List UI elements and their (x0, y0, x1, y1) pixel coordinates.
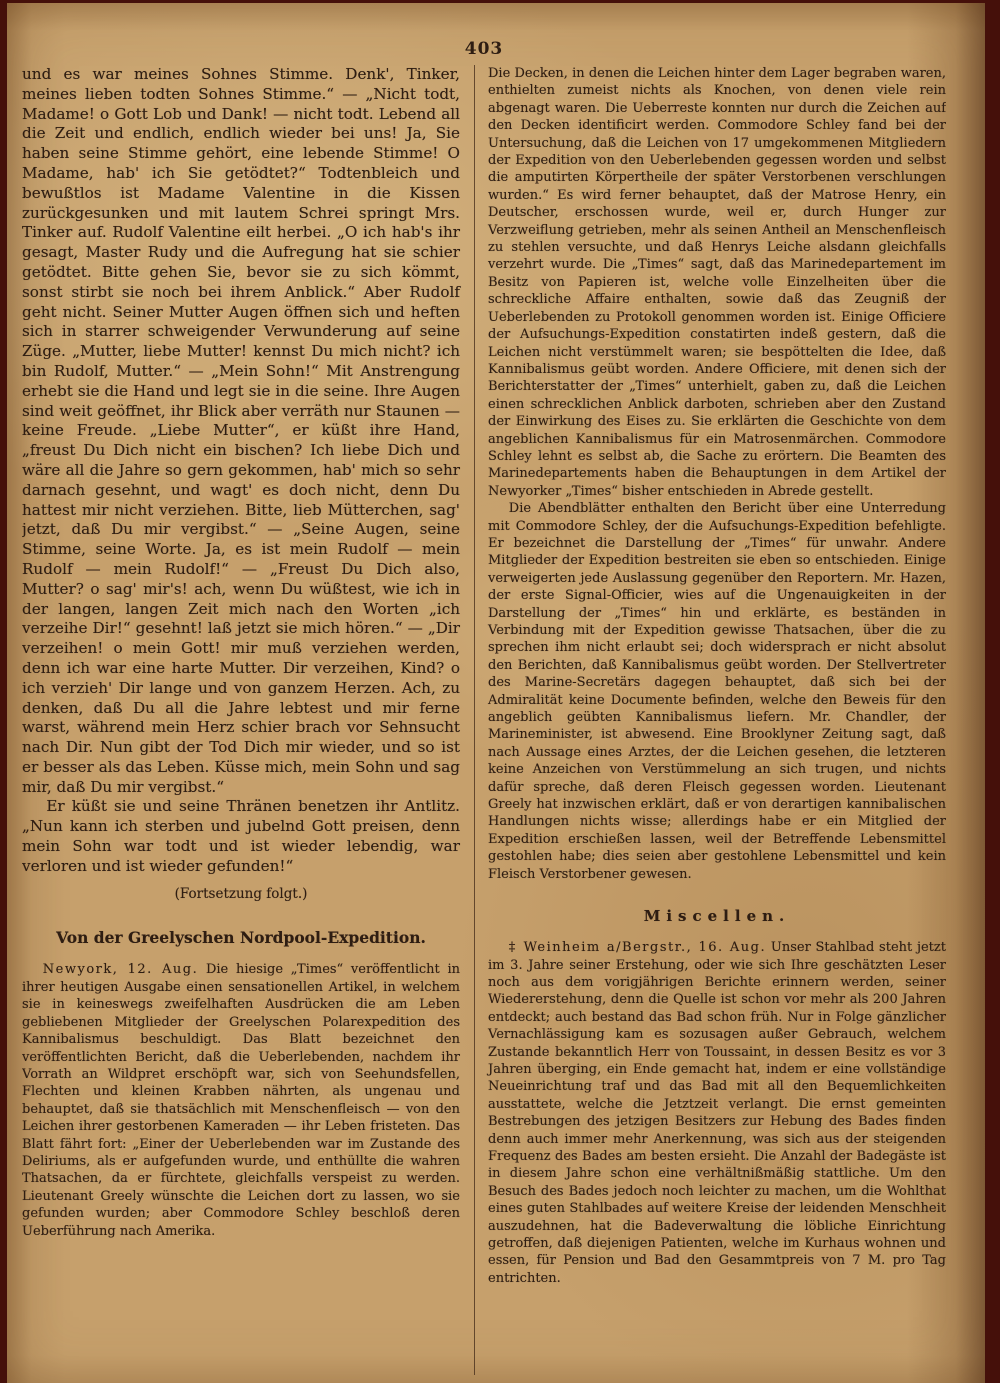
page-number: 403 (464, 39, 504, 59)
right-column (475, 65, 946, 1375)
continuation-note: (Fortsetzung folgt.) (174, 885, 308, 902)
miscellen-heading: Miscellen. (643, 907, 791, 926)
newspaper-page (7, 3, 985, 1383)
expedition-paragraph-text: Die hiesige „Times“ veröffentlicht in ihrer heutigen Ausgabe einen sensationellen Artikel, in welchem sie in keineswegs zweifelhaften Ausdrücken die am Leben gebliebenen Mitglieder der Greelyschen Polarexpedition des Kannibalismus beschuldigt. Das Blatt bezeichnet den veröffentlichten Bericht, daß die Ueberlebenden, nachdem ihr Vorrath an Wildpret erschöpft war, sich von Seehundsfellen, Flechten und kleinen Krabben nährten, als ungenau und behauptet, daß sie thatsächlich mit Menschenfleisch — von den Leichen ihrer gestorbenen Kameraden — ihr Leben fristeten. Das Blatt fährt fort: „Einer der Ueberlebenden war im Zustande des Deliriums, als er aufgefunden wurde, und enthüllte die wahren Thatsachen, da er fürchtete, gleichfalls verspeist zu werden. Lieutenant Greely wünschte die Leichen dort zu lassen, wo sie gefunden wurden; aber Commodore Schley beschloß deren Ueberführung nach Amerika. (22, 962, 460, 1239)
story-paragraph: und es war meines Sohnes Stimme. Denk', Tinker, meines lieben todten Sohnes Stimme.“ — „Nicht todt, Madame! o Gott Lob und Dank! — nicht todt. Lebend all die Zeit und endlich, endlich wieder bei uns! Ja, Sie haben seine Stimme gehört, eine lebende Stimme! O Madame, hab' ich Sie getödtet?“ Todtenbleich und bewußtlos ist Madame Valentine in die Kissen zurückgesunken und mit lautem Schrei springt Mrs. Tinker auf. Rudolf Valentine eilt herbei. „O ich hab's ihr gesagt, Master Rudy und die Aufregung hat sie schier getödtet. Bitte gehen Sie, bevor sie zu sich kömmt, sonst stirbt sie noch bei ihrem Anblick.“ Aber Rudolf geht nicht. Seiner Mutter Augen öffnen sich und heften sich in starrer schweigender Verwunderung auf seine Züge. „Mutter, liebe Mutter! kennst Du mich nicht? ich bin Rudolf, Mutter.“ — „Mein Sohn!“ Mit Anstrengung erhebt sie die Hand und legt sie in die seine. Ihre Augen sind weit geöffnet, ihr Blick aber verräth nur Staunen — keine Freude. „Liebe Mutter“, er küßt ihre Hand, „freust Du Dich nicht ein bischen? Ich liebe Dich und wäre all die Jahre so gern gekommen, hab' mich so sehr darnach gesehnt, und wagt' es doch nicht, denn Du hattest mir nicht verziehen. Bitte, lieb Mütterchen, sag' jetzt, daß Du mir vergibst.“ — „Seine Augen, seine Stimme, seine Worte. Ja, es ist mein Rudolf — mein Rudolf — mein Rudolf!“ — „Freust Du Dich also, Mutter? o sag' mir's! ach, wenn Du wüßtest, wie ich in der langen, langen Zeit mich nach den Worten „ich verzeihe Dir!“ gesehnt! laß jetzt sie mich hören.“ — „Dir verzeihen! o mein Gott! mir muß verziehen werden, denn ich war eine harte Mutter. Dir verzeihen, Kind? o ich verzieh' Dir lange und von ganzem Herzen. Ach, zu denken, daß Du all die Jahre lebtest und mir ferne warst, während mein Herz schier brach vor Sehnsucht nach Dir. Nun gibt der Tod Dich mir wieder, und so ist er besser als das Leben. Küsse mich, mein Sohn und sag mir, daß Du mir vergibst.“ (22, 65, 460, 796)
expedition-article (22, 961, 460, 1240)
miscellen-paragraph-text: Unser Stahlbad steht jetzt im 3. Jahre seiner Erstehung, oder wie sich Ihre geschätzten Leser noch aus dem vorigjährigen Berichte erinnern werden, seiner Wiedererstehung, denn die Quelle ist schon vor mehr als 200 Jahren entdeckt; auch bestand das Bad schon früh. Nur in Folge gänzlicher Vernachlässigung kam es sozusagen außer Gebrauch, welchem Zustande bekanntlich Herr von Toussaint, in dessen Besitz es vor 3 Jahren überging, ein Ende gemacht hat, indem er eine vollständige Neueinrichtung traf und das Bad mit all den Bequemlichkeiten ausstattete, welche die Jetztzeit verlangt. Die ernst gemeinten Bestrebungen des jetzigen Besitzers zur Hebung des Bades finden denn auch immer mehr Anerkennung, was sich aus der steigenden Frequenz des Bades am besten ersieht. Die Anzahl der Badegäste ist in diesem Jahre schon eine verhältnißmäßig stattliche. Um den Besuch des Bades jedoch noch leichter zu machen, um die Wohlthat eines guten Stahlbades auf weitere Kreise der leidenden Menschheit auszudehnen, hat die Badeverwaltung die löbliche Einrichtung getroffen, daß diejenigen Patienten, welche im Kurhaus wohnen und essen, für Pension und Bad den Gesammtpreis von 7 M. pro Tag entrichten. (488, 940, 946, 1286)
expedition-dateline: Newyork, 12. Aug. (42, 962, 199, 978)
miscellen-dateline: ‡ Weinheim a/Bergstr., 16. Aug. (508, 940, 767, 956)
expedition-article-heading: Von der Greelyschen Nordpool-Expedition. (56, 928, 426, 948)
miscellen-paragraph (488, 939, 946, 1287)
expedition-paragraph: Die Abendblätter enthalten den Bericht über eine Unterredung mit Commodore Schley, der die Aufsuchungs-Expedition befehligte. Er bezeichnet die Darstellung der „Times“ für unwahr. Andere Mitglieder der Expedition bestreiten sie eben so entschieden. Einige verweigerten jede Auslassung gegenüber den Reportern. Mr. Hazen, der erste Signal-Officier, wies auf die Ungenauigkeiten in der Darstellung der „Times“ hin und erklärte, es beständen in Verbindung mit der Expedition gewisse Thatsachen, über die zu sprechen ihm nicht erlaubt sei; doch widersprach er nicht absolut den Berichten, daß Kannibalismus geübt worden. Der Stellvertreter des Marine-Secretärs dagegen behauptet, daß sich bei der Admiralität keine Documente befinden, welche den Beweis für den angeblich geübten Kannibalismus liefern. Mr. Chandler, der Marineminister, ist abwesend. Eine Brooklyner Zeitung sagt, daß nach Aussage eines Arztes, der die Leichen gesehen, die letzteren keine Anzeichen von Verstümmelung an sich trugen, und nichts dafür spreche, daß deren Fleisch gegessen worden. Lieutenant Greely hat inzwischen erklärt, daß er von derartigen kannibalischen Handlungen nichts wisse; allerdings habe er ein Mitglied der Expedition erschießen lassen, weil der Betreffende Lebensmittel gestohlen habe; dies seien aber gestohlene Lebensmittel und kein Fleisch Verstorbener gewesen. (488, 501, 946, 882)
left-column (22, 65, 474, 1375)
expedition-paragraph (22, 961, 460, 1240)
story-paragraph: Er küßt sie und seine Thränen benetzen ihr Antlitz. „Nun kann ich sterben und jubelnd Gott preisen, denn mein Sohn war todt und ist wieder lebendig, war verloren und ist wieder gefunden!“ (22, 797, 460, 875)
expedition-paragraph: Die Decken, in denen die Leichen hinter dem Lager begraben waren, enthielten zumeist nichts als Knochen, von denen viele rein abgenagt waren. Die Ueberreste konnten nur durch die Zeichen auf den Decken identificirt werden. Commodore Schley fand bei der Untersuchung, daß die Leichen von 17 umgekommenen Mitgliedern der Expedition von den Ueberlebenden gegessen worden und selbst die amputirten Körpertheile der später Verstorbenen verschlungen wurden.“ Es wird ferner behauptet, daß der Matrose Henry, ein Deutscher, erschossen wurde, weil er, durch Hunger zur Verzweiflung getrieben, mehr als seinen Antheil an Menschenfleisch zu stehlen versuchte, und daß Henrys Leiche alsdann gleichfalls verzehrt wurde. Die „Times“ sagt, daß das Marinedepartement im Besitz von Papieren ist, welche volle Einzelheiten über die schreckliche Affaire enthalten, sowie daß das Zeugniß der Ueberlebenden zu Protokoll genommen worden ist. Einige Officiere der Aufsuchungs-Expedition constatirten indeß gestern, daß die Leichen nicht verstümmelt waren; sie bespöttelten die Idee, daß Kannibalismus geübt worden. Andere Officiere, mit denen sich der Berichterstatter der „Times“ unterhielt, gaben zu, daß die Leichen einen schrecklichen Anblick darboten, schrieben aber den Zustand der Einwirkung des Eises zu. Sie erklärten die Geschichte von dem angeblichen Kannibalismus für ein Matrosenmärchen. Commodore Schley lehnt es selbst ab, die Sache zu erörtern. Die Beamten des Marinedepartements haben die Behauptungen in dem Artikel der Newyorker „Times“ bisher entschieden in Abrede gestellt. (488, 66, 946, 499)
feuilleton-story (22, 65, 460, 904)
text-columns (22, 65, 946, 1375)
